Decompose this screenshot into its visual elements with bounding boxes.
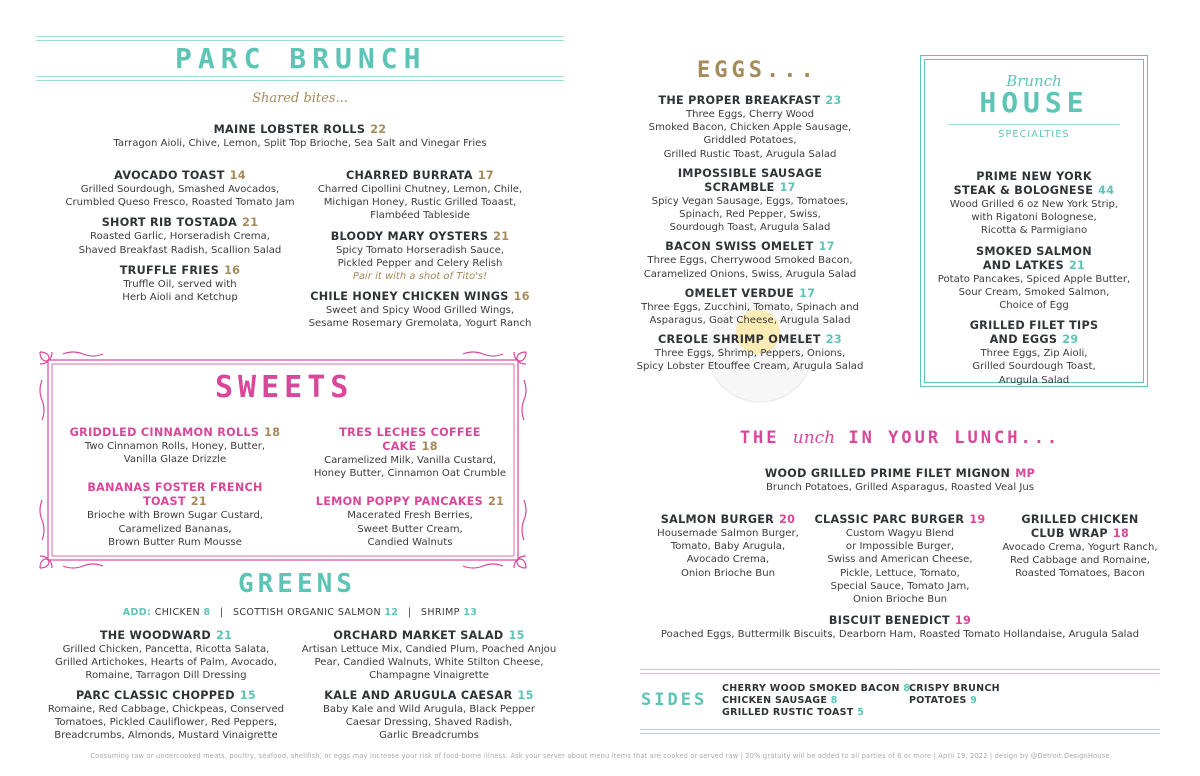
item-desc-line: Romaine, Red Cabbage, Chickpeas, Conserved xyxy=(47,703,285,715)
lunch-title xyxy=(620,428,1180,448)
item-name: GRIDDLED CINNAMON ROLLS xyxy=(69,426,260,439)
item-desc-line: Charred Cipollini Chutney, Lemon, Chile, xyxy=(317,184,523,195)
item-name: KALE AND ARUGULA CAESAR xyxy=(324,688,513,702)
house-script: Brunch xyxy=(1006,72,1062,90)
item-desc-line: Romaine, Tarragon Dill Dressing xyxy=(85,670,247,682)
item-desc-line: Asparagus, Goat Cheese, Arugula Salad xyxy=(649,315,851,327)
item-name: TRUFFLE FRIES xyxy=(119,263,220,277)
menu-item-proper-breakfast xyxy=(630,94,870,161)
item-desc-line: Spicy Vegan Sausage, Eggs, Tomatoes, xyxy=(651,195,849,207)
side-item-chicken-sausage xyxy=(722,695,912,707)
item-desc-line: Tomato, Baby Arugula, xyxy=(670,541,786,553)
item-desc-line: Brioche with Brown Sugar Custard, xyxy=(86,510,264,522)
menu-item-creole-shrimp xyxy=(630,333,870,373)
item-price: 18 xyxy=(1112,527,1130,540)
item-note: Pair it with a shot of Tito's! xyxy=(352,271,488,283)
parc-brunch-title: PARC BRUNCH xyxy=(175,42,427,75)
item-price: 15 xyxy=(517,688,534,702)
item-price: 16 xyxy=(513,290,530,304)
item-desc-line: Tomatoes, Pickled Cauliflower, Red Peppers, xyxy=(54,716,278,728)
item-desc-line: Spinach, Red Pepper, Swiss, xyxy=(679,209,821,221)
item-name-line: STEAK & BOLOGNESE xyxy=(953,184,1094,197)
item-desc-line: Pear, Candied Walnuts, White Stilton Cheese, xyxy=(314,657,544,669)
item-desc-line: Champagne Vinaigrette xyxy=(369,670,489,682)
add-on-chicken: CHICKEN xyxy=(154,607,201,618)
item-desc-line: Spicy Tomato Horseradish Sauce, xyxy=(335,244,505,256)
item-desc-line: Caramelized Bananas, xyxy=(118,523,232,535)
item-name: OMELET VERDUE xyxy=(684,286,795,300)
item-name-line: SMOKED SALMON xyxy=(976,244,1092,258)
item-price: 19 xyxy=(954,614,972,627)
item-desc-line: Candied Walnuts xyxy=(367,536,453,548)
sweets-left-col xyxy=(60,426,290,549)
item-desc-line: Sourdough Toast, Arugula Salad xyxy=(669,222,831,234)
house-title: HOUSE xyxy=(979,86,1089,119)
item-name-line: POTATOES xyxy=(909,695,967,706)
menu-item-orchard-market xyxy=(298,629,560,683)
item-name: CHARRED BURRATA xyxy=(345,169,473,182)
item-desc-line: Sesame Rosemary Gremolata, Yogurt Ranch xyxy=(308,318,532,330)
menu-item-bacon-swiss-omelet xyxy=(630,240,870,280)
item-desc-line: Grilled Rustic Toast, Arugula Salad xyxy=(663,148,837,160)
sweets-title: SWEETS xyxy=(215,370,354,405)
menu-item-chicken-club-wrap xyxy=(990,513,1170,581)
item-desc-line: Smoked Bacon, Chicken Apple Sausage, xyxy=(648,122,852,134)
item-price: 21 xyxy=(242,216,259,230)
item-desc-line: or Impossible Burger, xyxy=(845,541,955,553)
item-name: PARC CLASSIC CHOPPED xyxy=(75,688,235,702)
item-name-line: CRISPY BRUNCH xyxy=(909,683,1000,694)
item-price: 21 xyxy=(488,495,505,509)
menu-item-chile-honey-wings xyxy=(300,290,540,330)
menu-item-ny-steak xyxy=(930,170,1138,238)
header-rule-top-2 xyxy=(36,40,564,41)
eggs-col xyxy=(630,94,870,374)
item-price: 18 xyxy=(264,426,281,439)
item-price: 19 xyxy=(969,513,986,526)
item-desc-line: Roasted Tomatoes, Bacon xyxy=(1015,568,1145,580)
item-name-line: PRIME NEW YORK xyxy=(976,170,1092,183)
item-desc-line: Caramelized Onions, Swiss, Arugula Salad xyxy=(643,268,857,280)
menu-item-biscuit-benedict xyxy=(620,614,1180,641)
item-desc-line: Three Eggs, Cherry Wood xyxy=(685,109,815,120)
add-label: ADD: xyxy=(122,607,152,618)
menu-item-cinnamon-rolls xyxy=(60,426,290,466)
item-name: CHILE HONEY CHICKEN WINGS xyxy=(310,290,509,304)
side-item-rustic-toast xyxy=(722,707,912,719)
item-desc-line: Roasted Garlic, Horseradish Crema, xyxy=(90,231,270,243)
item-price: 21 xyxy=(216,629,233,642)
item-price: 22 xyxy=(370,123,387,136)
item-desc-line: Pickle, Lettuce, Tomato, xyxy=(840,567,960,579)
item-desc-line: Wood Grilled 6 oz New York Strip, xyxy=(949,199,1119,210)
item-desc-line: Garlic Breadcrumbs xyxy=(379,730,479,742)
item-name: CHERRY WOOD SMOKED BACON xyxy=(722,683,900,694)
menu-item-avocado-toast xyxy=(50,169,310,209)
item-price: MP xyxy=(1015,467,1036,480)
item-desc-line: Onion Brioche Bun xyxy=(852,594,948,606)
item-price: 29 xyxy=(1062,333,1079,347)
item-price: 17 xyxy=(477,169,494,182)
menu-item-filet-mignon xyxy=(620,467,1180,494)
item-desc-line: Caesar Dressing, Shaved Radish, xyxy=(345,716,513,728)
footer-disclaimer: Consuming raw or undercooked meats, poultry, seafood, shellfish, or eggs may increase your risk of food-borne illness. Ask your server about menu items that are cooked or served raw | 20% gratuity will be added to all parties of 6 or more | April 19, 2022 | design by @Detroit.DesignHouse xyxy=(90,752,1110,760)
item-price: 21 xyxy=(1068,258,1086,272)
item-name: AVOCADO TOAST xyxy=(114,169,225,182)
item-desc-line: Onion Brioche Bun xyxy=(680,567,776,579)
separator: | xyxy=(407,607,412,618)
greens-title: GREENS xyxy=(238,569,356,599)
item-desc-line: Custom Wagyu Blend xyxy=(845,528,955,539)
separator: | xyxy=(219,607,224,618)
sides-col-1 xyxy=(722,683,912,719)
menu-item-classic-parc-burger xyxy=(810,513,990,606)
menu-item-charred-burrata xyxy=(300,169,540,223)
item-name: BISCUIT BENEDICT xyxy=(828,614,950,627)
menu-item-lobster xyxy=(36,123,564,150)
item-name: CREOLE SHRIMP OMELET xyxy=(658,333,821,347)
item-price: 18 xyxy=(421,440,438,453)
add-on-price: 12 xyxy=(384,607,399,618)
menu-item-truffle-fries xyxy=(50,264,310,304)
item-price: 14 xyxy=(229,169,246,182)
item-desc-line: Michigan Honey, Rustic Grilled Toaast, xyxy=(323,197,517,209)
item-desc-line: Caramelized Milk, Vanilla Custard, xyxy=(324,455,496,466)
item-price: 15 xyxy=(239,688,256,702)
item-desc-line: Choice of Egg xyxy=(999,300,1069,312)
sides-rule-top xyxy=(640,669,1160,670)
item-desc-line: Herb Aioli and Ketchup xyxy=(122,292,238,304)
menu-item-bloody-mary-oysters xyxy=(300,230,540,283)
lunch-title-post: IN YOUR LUNCH... xyxy=(848,428,1061,448)
item-desc: Poached Eggs, Buttermilk Biscuits, Dearborn Ham, Roasted Tomato Hollandaise, Arugula Salad xyxy=(660,629,1140,640)
item-desc-line: Honey Butter, Cinnamon Oat Crumble xyxy=(313,468,507,480)
item-price: 17 xyxy=(779,180,796,194)
item-desc-line: Avocado Crema, Yogurt Ranch, xyxy=(1002,542,1158,553)
item-desc-line: Housemade Salmon Burger, xyxy=(657,528,799,539)
menu-item-woodward xyxy=(36,629,296,683)
shared-bites-left-col xyxy=(50,169,310,304)
item-desc: Tarragon Aioli, Chive, Lemon, Split Top Brioche, Sea Salt and Vinegar Fries xyxy=(113,138,487,149)
add-on-price: 8 xyxy=(203,607,211,618)
menu-item-omelet-verdue xyxy=(630,287,870,327)
item-price: 44 xyxy=(1098,184,1115,197)
item-desc-line: Sour Cream, Smoked Salmon, xyxy=(958,286,1110,298)
item-desc-line: Artisan Lettuce Mix, Candied Plum, Poached Anjou xyxy=(301,644,557,655)
item-desc-line: Arugula Salad xyxy=(998,374,1070,386)
item-desc-line: Potato Pancakes, Spiced Apple Butter, xyxy=(937,273,1131,285)
house-col xyxy=(930,170,1138,387)
item-name: BACON SWISS OMELET xyxy=(665,240,814,254)
item-desc-line: Grilled Chicken, Pancetta, Ricotta Salata, xyxy=(62,644,270,655)
add-on-price: 13 xyxy=(463,607,478,618)
item-name: TRES LECHES COFFEE CAKE xyxy=(339,426,481,453)
item-name: CHICKEN SAUSAGE xyxy=(722,695,828,706)
item-name-line: GRILLED CHICKEN xyxy=(1021,513,1139,526)
item-name: THE PROPER BREAKFAST xyxy=(658,94,821,107)
menu-item-lemon-poppy xyxy=(310,495,510,549)
item-desc-line: Spicy Lobster Etouffee Cream, Arugula Salad xyxy=(636,361,864,373)
item-name: SALMON BURGER xyxy=(660,513,775,526)
sides-title: SIDES xyxy=(641,690,708,710)
item-desc-line: Truffle Oil, served with xyxy=(123,278,237,290)
item-desc-line: Swiss and American Cheese, xyxy=(827,554,973,566)
item-price: 20 xyxy=(779,513,796,526)
item-desc-line: Two Cinnamon Rolls, Honey, Butter, xyxy=(84,441,266,452)
menu-item-salmon-burger xyxy=(638,513,818,580)
house-title-rule xyxy=(948,124,1120,125)
item-desc-line: Vanilla Glaze Drizzle xyxy=(123,454,227,466)
item-name-line: AND LATKES xyxy=(982,258,1064,272)
item-desc-line: Three Eggs, Zip Aioli, xyxy=(980,348,1088,360)
item-price: 23 xyxy=(825,94,842,107)
item-price: 8 xyxy=(903,683,911,694)
item-desc-line: Baby Kale and Wild Arugula, Black Pepper xyxy=(322,703,536,715)
menu-item-filet-tips xyxy=(930,319,1138,387)
item-desc-line: Grilled Artichokes, Hearts of Palm, Avocado, xyxy=(55,657,277,669)
item-name-line: CLUB WRAP xyxy=(1030,527,1108,540)
lunch-title-script: unch xyxy=(792,428,836,448)
item-desc-line: Avocado Crema, xyxy=(686,554,770,566)
shared-bites-right-col xyxy=(300,169,540,330)
item-price: 5 xyxy=(857,707,865,718)
item-name: ORCHARD MARKET SALAD xyxy=(333,629,504,642)
item-price: 21 xyxy=(493,229,510,243)
side-item-crispy-potatoes xyxy=(909,683,1029,707)
item-name: MAINE LOBSTER ROLLS xyxy=(213,123,366,136)
menu-item-short-rib-tostada xyxy=(50,216,310,256)
item-desc-line: Brown Butter Rum Mousse xyxy=(108,536,242,548)
item-desc-line: Breadcrumbs, Almonds, Mustard Vinaigrette xyxy=(54,730,278,742)
menu-item-bananas-foster xyxy=(60,481,290,549)
item-name: THE WOODWARD xyxy=(99,629,211,642)
item-desc-line: Crumbled Queso Fresco, Roasted Tomato Jam xyxy=(65,197,295,209)
menu-item-kale-caesar xyxy=(298,689,560,743)
item-desc-line: Pickled Pepper and Celery Relish xyxy=(337,257,503,269)
item-name: IMPOSSIBLE SAUSAGE SCRAMBLE xyxy=(677,166,823,194)
lunch-title-pre: THE xyxy=(739,428,780,448)
sides-rule-bottom xyxy=(640,729,1160,730)
item-name: SHORT RIB TOSTADA xyxy=(101,216,238,230)
item-name: BLOODY MARY OYSTERS xyxy=(330,229,489,243)
item-desc-line: with Rigatoni Bolognese, xyxy=(971,212,1097,224)
menu-item-tres-leches xyxy=(310,426,510,480)
greens-right-col xyxy=(298,629,560,742)
item-desc: Brunch Potatoes, Grilled Asparagus, Roasted Veal Jus xyxy=(766,482,1034,493)
house-subtitle: SPECIALTIES xyxy=(998,129,1070,140)
greens-add-ons xyxy=(36,607,564,618)
item-name-line: GRILLED FILET TIPS xyxy=(969,319,1099,333)
item-desc-line: Red Cabbage and Romaine, xyxy=(1009,555,1151,567)
item-name: BANANAS FOSTER FRENCH TOAST xyxy=(87,481,263,509)
header-rule-top xyxy=(36,36,564,37)
sides-rule-top-2 xyxy=(640,673,1160,674)
eggs-title: EGGS... xyxy=(697,58,818,83)
item-desc-line: Ricotta & Parmigiano xyxy=(980,225,1088,237)
add-on-salmon: SCOTTISH ORGANIC SALMON xyxy=(232,607,381,618)
menu-item-smoked-salmon xyxy=(930,245,1138,313)
item-price: 9 xyxy=(970,695,978,706)
item-desc-line: Sweet Butter Cream, xyxy=(357,523,463,535)
item-desc-line: Three Eggs, Shrimp, Peppers, Onions, xyxy=(654,348,846,360)
item-name: WOOD GRILLED PRIME FILET MIGNON xyxy=(764,467,1011,480)
header-rule-bottom-2 xyxy=(36,80,564,81)
item-desc-line: Three Eggs, Zucchini, Tomato, Spinach and xyxy=(641,301,859,313)
item-name: GRILLED RUSTIC TOAST xyxy=(722,707,854,718)
side-item-bacon xyxy=(722,683,912,695)
menu-item-classic-chopped xyxy=(36,689,296,743)
item-name: LEMON POPPY PANCAKES xyxy=(315,495,484,509)
header-rule-bottom xyxy=(36,76,564,77)
item-price: 23 xyxy=(825,333,842,347)
item-desc-line: Shaved Breakfast Radish, Scallion Salad xyxy=(78,244,282,256)
item-price: 17 xyxy=(818,240,835,254)
item-desc-line: Grilled Sourdough Toast, xyxy=(972,361,1096,373)
item-desc-line: Grilled Sourdough, Smashed Avocados, xyxy=(80,184,280,195)
item-desc-line: Flambéed Tableside xyxy=(370,210,470,222)
item-price: 17 xyxy=(799,286,816,300)
item-price: 16 xyxy=(224,263,241,277)
menu-item-impossible-scramble xyxy=(630,167,870,235)
item-desc-line: Three Eggs, Cherrywood Smoked Bacon, xyxy=(647,255,853,267)
item-desc-line: Griddled Potatoes, xyxy=(703,135,797,147)
item-desc-line: Sweet and Spicy Wood Grilled Wings, xyxy=(325,305,515,317)
item-price: 21 xyxy=(190,495,207,509)
item-name-line: AND EGGS xyxy=(989,333,1058,347)
item-desc-line: Macerated Fresh Berries, xyxy=(347,510,473,522)
add-on-shrimp: SHRIMP xyxy=(420,607,460,618)
item-desc-line: Special Sauce, Tomato Jam, xyxy=(830,580,970,592)
shared-bites-subtitle: Shared bites... xyxy=(252,91,348,106)
item-name: CLASSIC PARC BURGER xyxy=(814,513,965,526)
sides-rule-bottom-2 xyxy=(640,733,1160,734)
greens-left-col xyxy=(36,629,296,742)
item-price: 8 xyxy=(830,695,838,706)
sweets-right-col xyxy=(310,426,510,549)
item-price: 15 xyxy=(508,629,525,642)
